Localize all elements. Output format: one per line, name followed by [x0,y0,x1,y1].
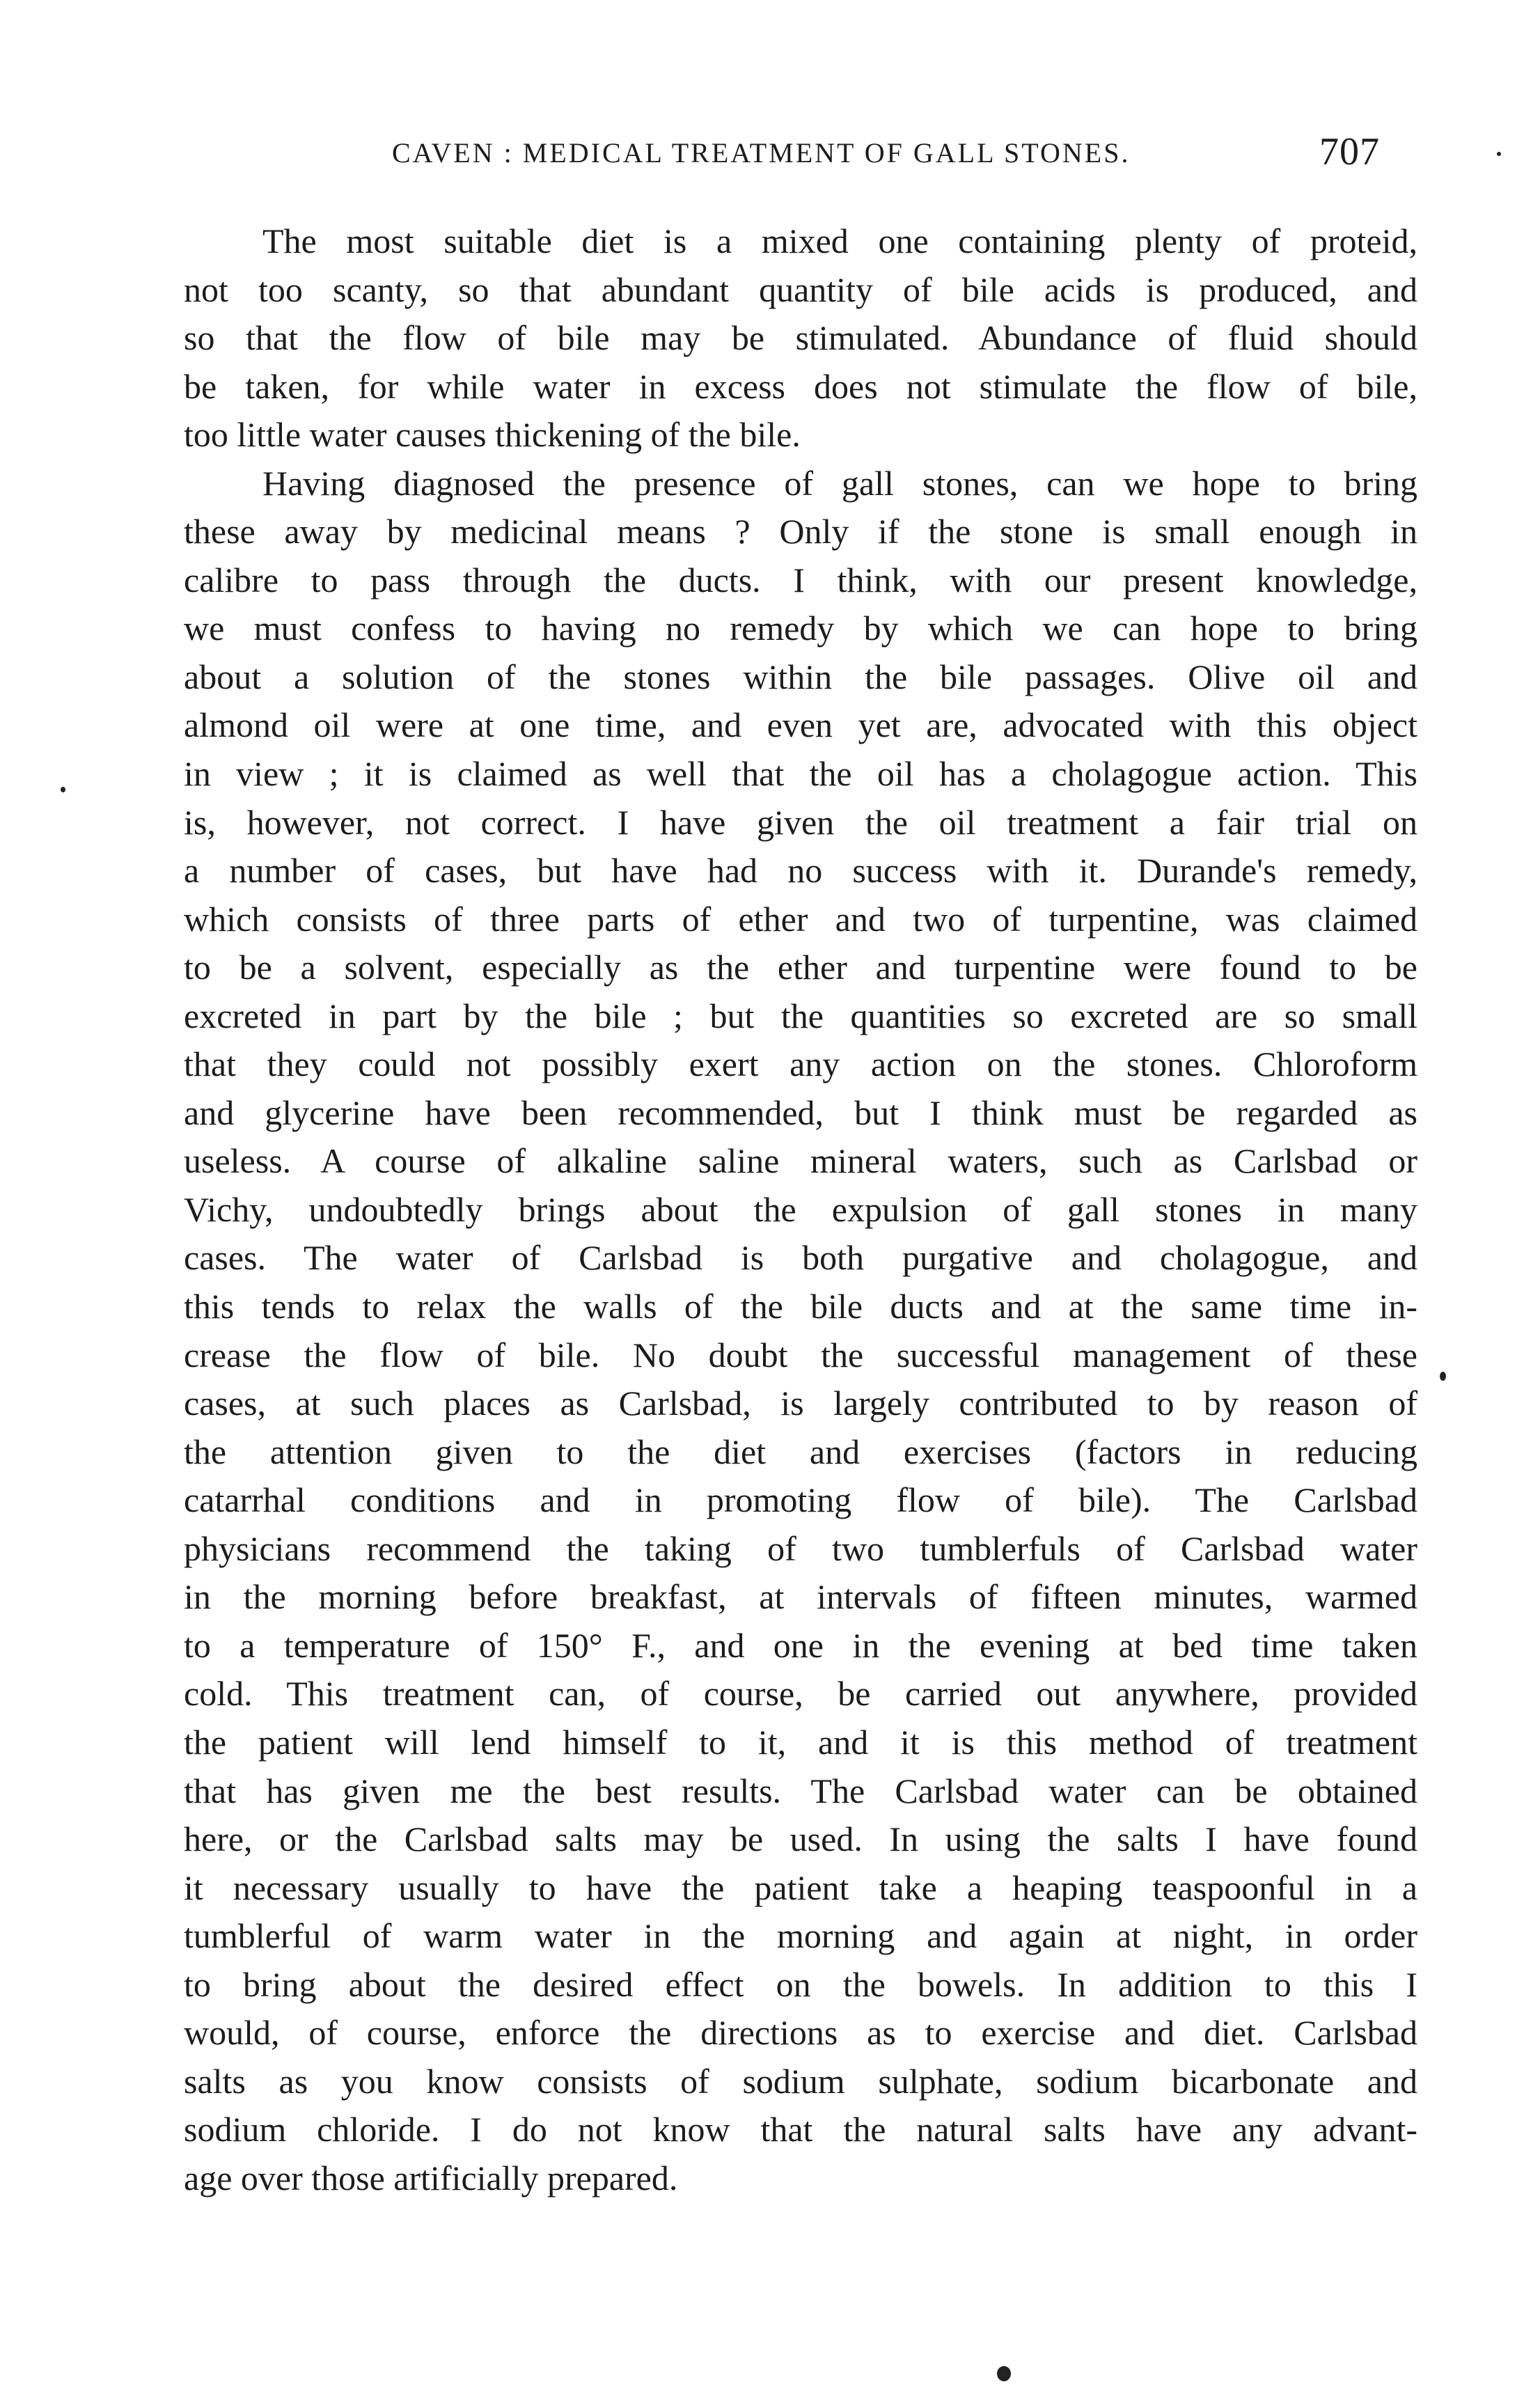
text-line: that they could not possibly exert any action on the stones. Chloroform [184,1044,1417,1084]
text-line: the patient will lend himself to it, and it is this method of treatment [184,1722,1417,1762]
text-line: age over those artificially prepared. [184,2158,678,2198]
text-line: these away by medicinal means ? Only if the stone is small enough in [184,512,1417,551]
text-line: here, or the Carlsbad salts may be used. In using the salts I have found [184,1819,1417,1859]
ink-speck [61,787,65,792]
text-line: sodium chloride. I do not know that the natural salts have any advant- [184,2110,1417,2149]
text-line: so that the flow of bile may be stimulated. Abundance of fluid should [184,318,1417,358]
text-line: not too scanty, so that abundant quantity of bile acids is produced, and [184,269,1417,309]
ink-speck [1440,1372,1446,1381]
text-line: which consists of three parts of ether and two of turpentine, was claimed [184,899,1417,939]
running-head: CAVEN : MEDICAL TREATMENT OF GALL STONES. [392,137,1131,169]
text-line: we must confess to having no remedy by which we can hope to bring [184,609,1417,648]
text-line: tumblerful of warm water in the morning and again at night, in order [184,1916,1417,1956]
text-line: to be a solvent, especially as the ether and turpentine were found to be [184,948,1417,987]
text-line: and glycerine have been recommended, but I think must be regarded as [184,1092,1417,1132]
text-line: Having diagnosed the presence of gall stones, can we hope to bring [262,463,1417,503]
text-line: useless. A course of alkaline saline mineral waters, such as Carlsbad or [184,1141,1417,1181]
text-line: to a temperature of 150° F., and one in the evening at bed time taken [184,1625,1417,1665]
text-line: the attention given to the diet and exercises (factors in reducing [184,1432,1417,1471]
text-line: cases. The water of Carlsbad is both purgative and cholagogue, and [184,1238,1417,1278]
text-line: cases, at such places as Carlsbad, is largely contributed to by reason of [184,1384,1417,1423]
text-line: cold. This treatment can, of course, be carried out anywhere, provided [184,1674,1417,1714]
text-line: crease the flow of bile. No doubt the successful management of these [184,1335,1417,1374]
text-line: in view ; it is claimed as well that the oil has a cholagogue action. This [184,754,1417,794]
ink-speck [997,2366,1011,2381]
text-line: be taken, for while water in excess does not stimulate the flow of bile, [184,366,1417,406]
text-line: too little water causes thickening of the bile. [184,415,801,455]
text-line: this tends to relax the walls of the bile ducts and at the same time in- [184,1287,1417,1326]
page-number: 707 [1319,130,1380,173]
text-line: it necessary usually to have the patient take a heaping teaspoonful in a [184,1867,1417,1907]
text-line: to bring about the desired effect on the bowels. In addition to this I [184,1964,1417,2004]
text-line: The most suitable diet is a mixed one containing plenty of proteid, [262,221,1417,260]
text-line: almond oil were at one time, and even yet are, advocated with this object [184,705,1417,745]
text-line: is, however, not correct. I have given the oil treatment a fair trial on [184,802,1417,842]
text-line: physicians recommend the taking of two tumblerfuls of Carlsbad water [184,1528,1417,1568]
text-line: about a solution of the stones within the bile passages. Olive oil and [184,657,1417,696]
text-line: salts as you know consists of sodium sulphate, sodium bicarbonate and [184,2061,1417,2101]
text-line: excreted in part by the bile ; but the quantities so excreted are so small [184,996,1417,1035]
text-line: in the morning before breakfast, at intervals of fifteen minutes, warmed [184,1577,1417,1617]
ink-speck [1497,152,1501,156]
body-text [184,217,1417,2202]
text-line: Vichy, undoubtedly brings about the expulsion of gall stones in many [184,1189,1417,1229]
text-line: that has given me the best results. The Carlsbad water can be obtained [184,1771,1417,1810]
text-line: calibre to pass through the ducts. I think, with our present knowledge, [184,560,1417,600]
text-line: catarrhal conditions and in promoting flow of bile). The Carlsbad [184,1480,1417,1520]
text-line: a number of cases, but have had no success with it. Durande's remedy, [184,851,1417,891]
text-line: would, of course, enforce the directions as to exercise and diet. Carlsbad [184,2013,1417,2053]
